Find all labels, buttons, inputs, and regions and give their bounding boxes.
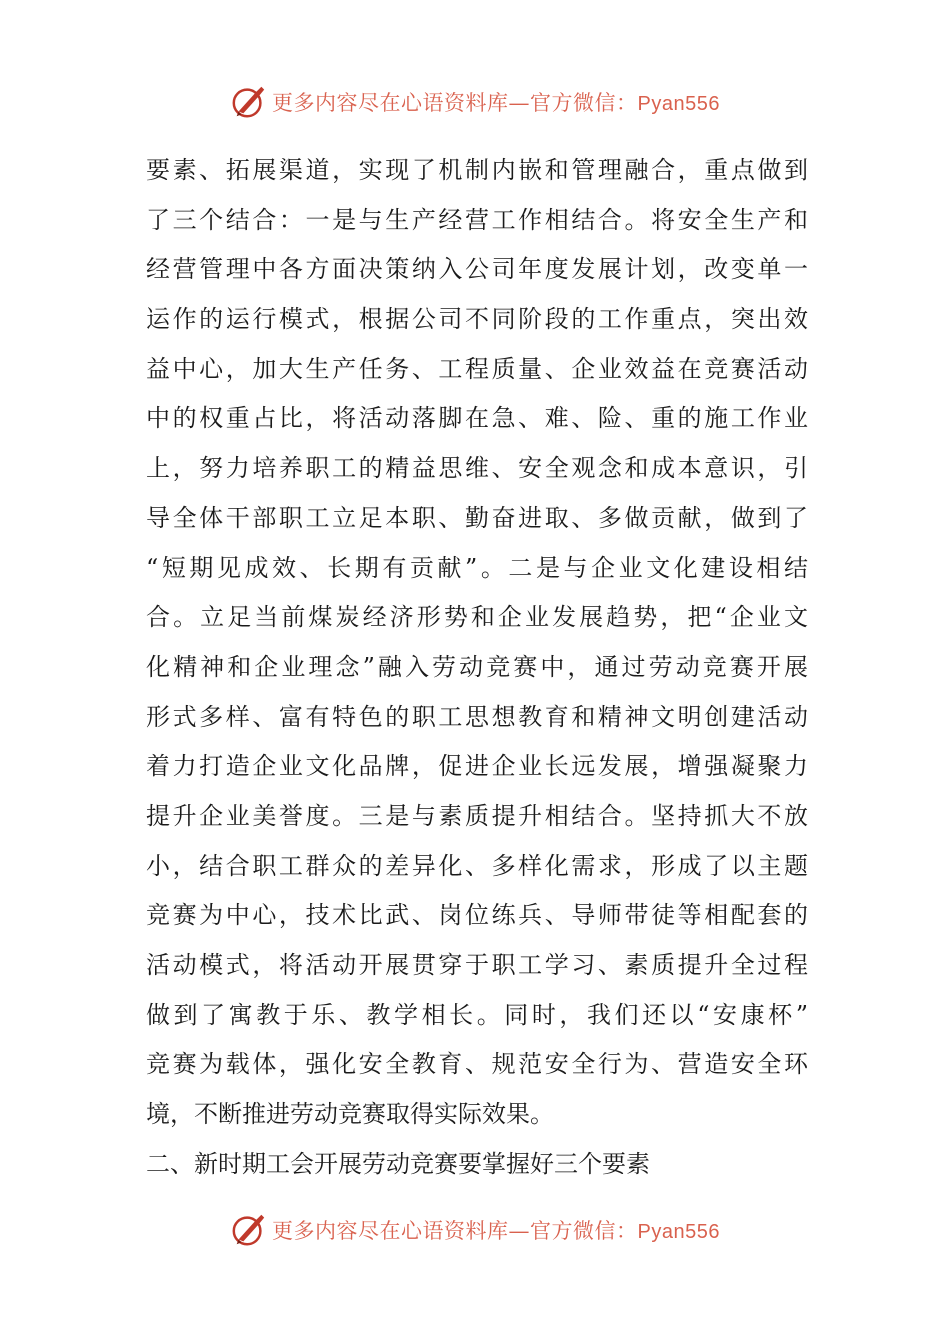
text-line: 运作的运行模式，根据公司不同阶段的工作重点，突出效 — [146, 305, 808, 334]
text-line: 导全体干部职工立足本职、勤奋进取、多做贡献，做到了 — [146, 503, 808, 532]
wechat-id: Pyan556 — [637, 93, 720, 115]
text-line: 上，努力培养职工的精益思维、安全观念和成本意识，引 — [146, 454, 808, 483]
text-line: 境，不断推进劳动竞赛取得实际效果。 — [146, 1100, 554, 1129]
text-line: 益中心，加大生产任务、工程质量、企业效益在竞赛活动 — [146, 354, 808, 383]
pen-seal-icon — [230, 83, 268, 121]
banner-prefix: 更多内容尽在心语资料库—官方微信： — [272, 1219, 638, 1243]
text-line: 形式多样、富有特色的职工思想教育和精神文明创建活动 — [146, 702, 808, 731]
text-line: “短期见成效、长期有贡献”。二是与企业文化建设相结 — [146, 553, 808, 582]
banner-text — [272, 1215, 720, 1245]
text-line: 了三个结合：一是与生产经营工作相结合。将安全生产和 — [146, 205, 808, 234]
text-line: 活动模式，将活动开展贯穿于职工学习、素质提升全过程 — [146, 951, 808, 979]
text-line: 化精神和企业理念”融入劳动竞赛中，通过劳动竞赛开展 — [146, 652, 808, 681]
text-line: 做到了寓教于乐、教学相长。同时，我们还以“安康杯” — [146, 1000, 808, 1029]
banner-prefix: 更多内容尽在心语资料库—官方微信： — [272, 91, 638, 115]
text-line: 提升企业美誉度。三是与素质提升相结合。坚持抓大不放 — [146, 801, 808, 830]
text-line: 经营管理中各方面决策纳入公司年度发展计划，改变单一 — [146, 255, 808, 284]
text-line: 要素、拓展渠道，实现了机制内嵌和管理融合，重点做到 — [146, 156, 808, 184]
banner-text — [272, 87, 720, 117]
text-line: 竞赛为中心，技术比武、岗位练兵、导师带徒等相配套的 — [146, 901, 808, 930]
text-line: 着力打造企业文化品牌，促进企业长远发展，增强凝聚力 — [146, 752, 808, 781]
pen-seal-icon — [230, 1211, 268, 1249]
text-line: 竞赛为载体，强化安全教育、规范安全行为、营造安全环 — [146, 1050, 808, 1079]
header-banner — [0, 78, 950, 126]
document-body — [146, 146, 808, 1189]
footer-banner — [0, 1206, 950, 1254]
section-heading: 二、新时期工会开展劳动竞赛要掌握好三个要素 — [146, 1149, 650, 1178]
text-line: 合。立足当前煤炭经济形势和企业发展趋势，把“企业文 — [146, 603, 808, 632]
text-line: 小，结合职工群众的差异化、多样化需求，形成了以主题 — [146, 851, 808, 880]
text-line: 中的权重占比，将活动落脚在急、难、险、重的施工作业 — [146, 404, 808, 433]
wechat-id: Pyan556 — [637, 1221, 720, 1243]
